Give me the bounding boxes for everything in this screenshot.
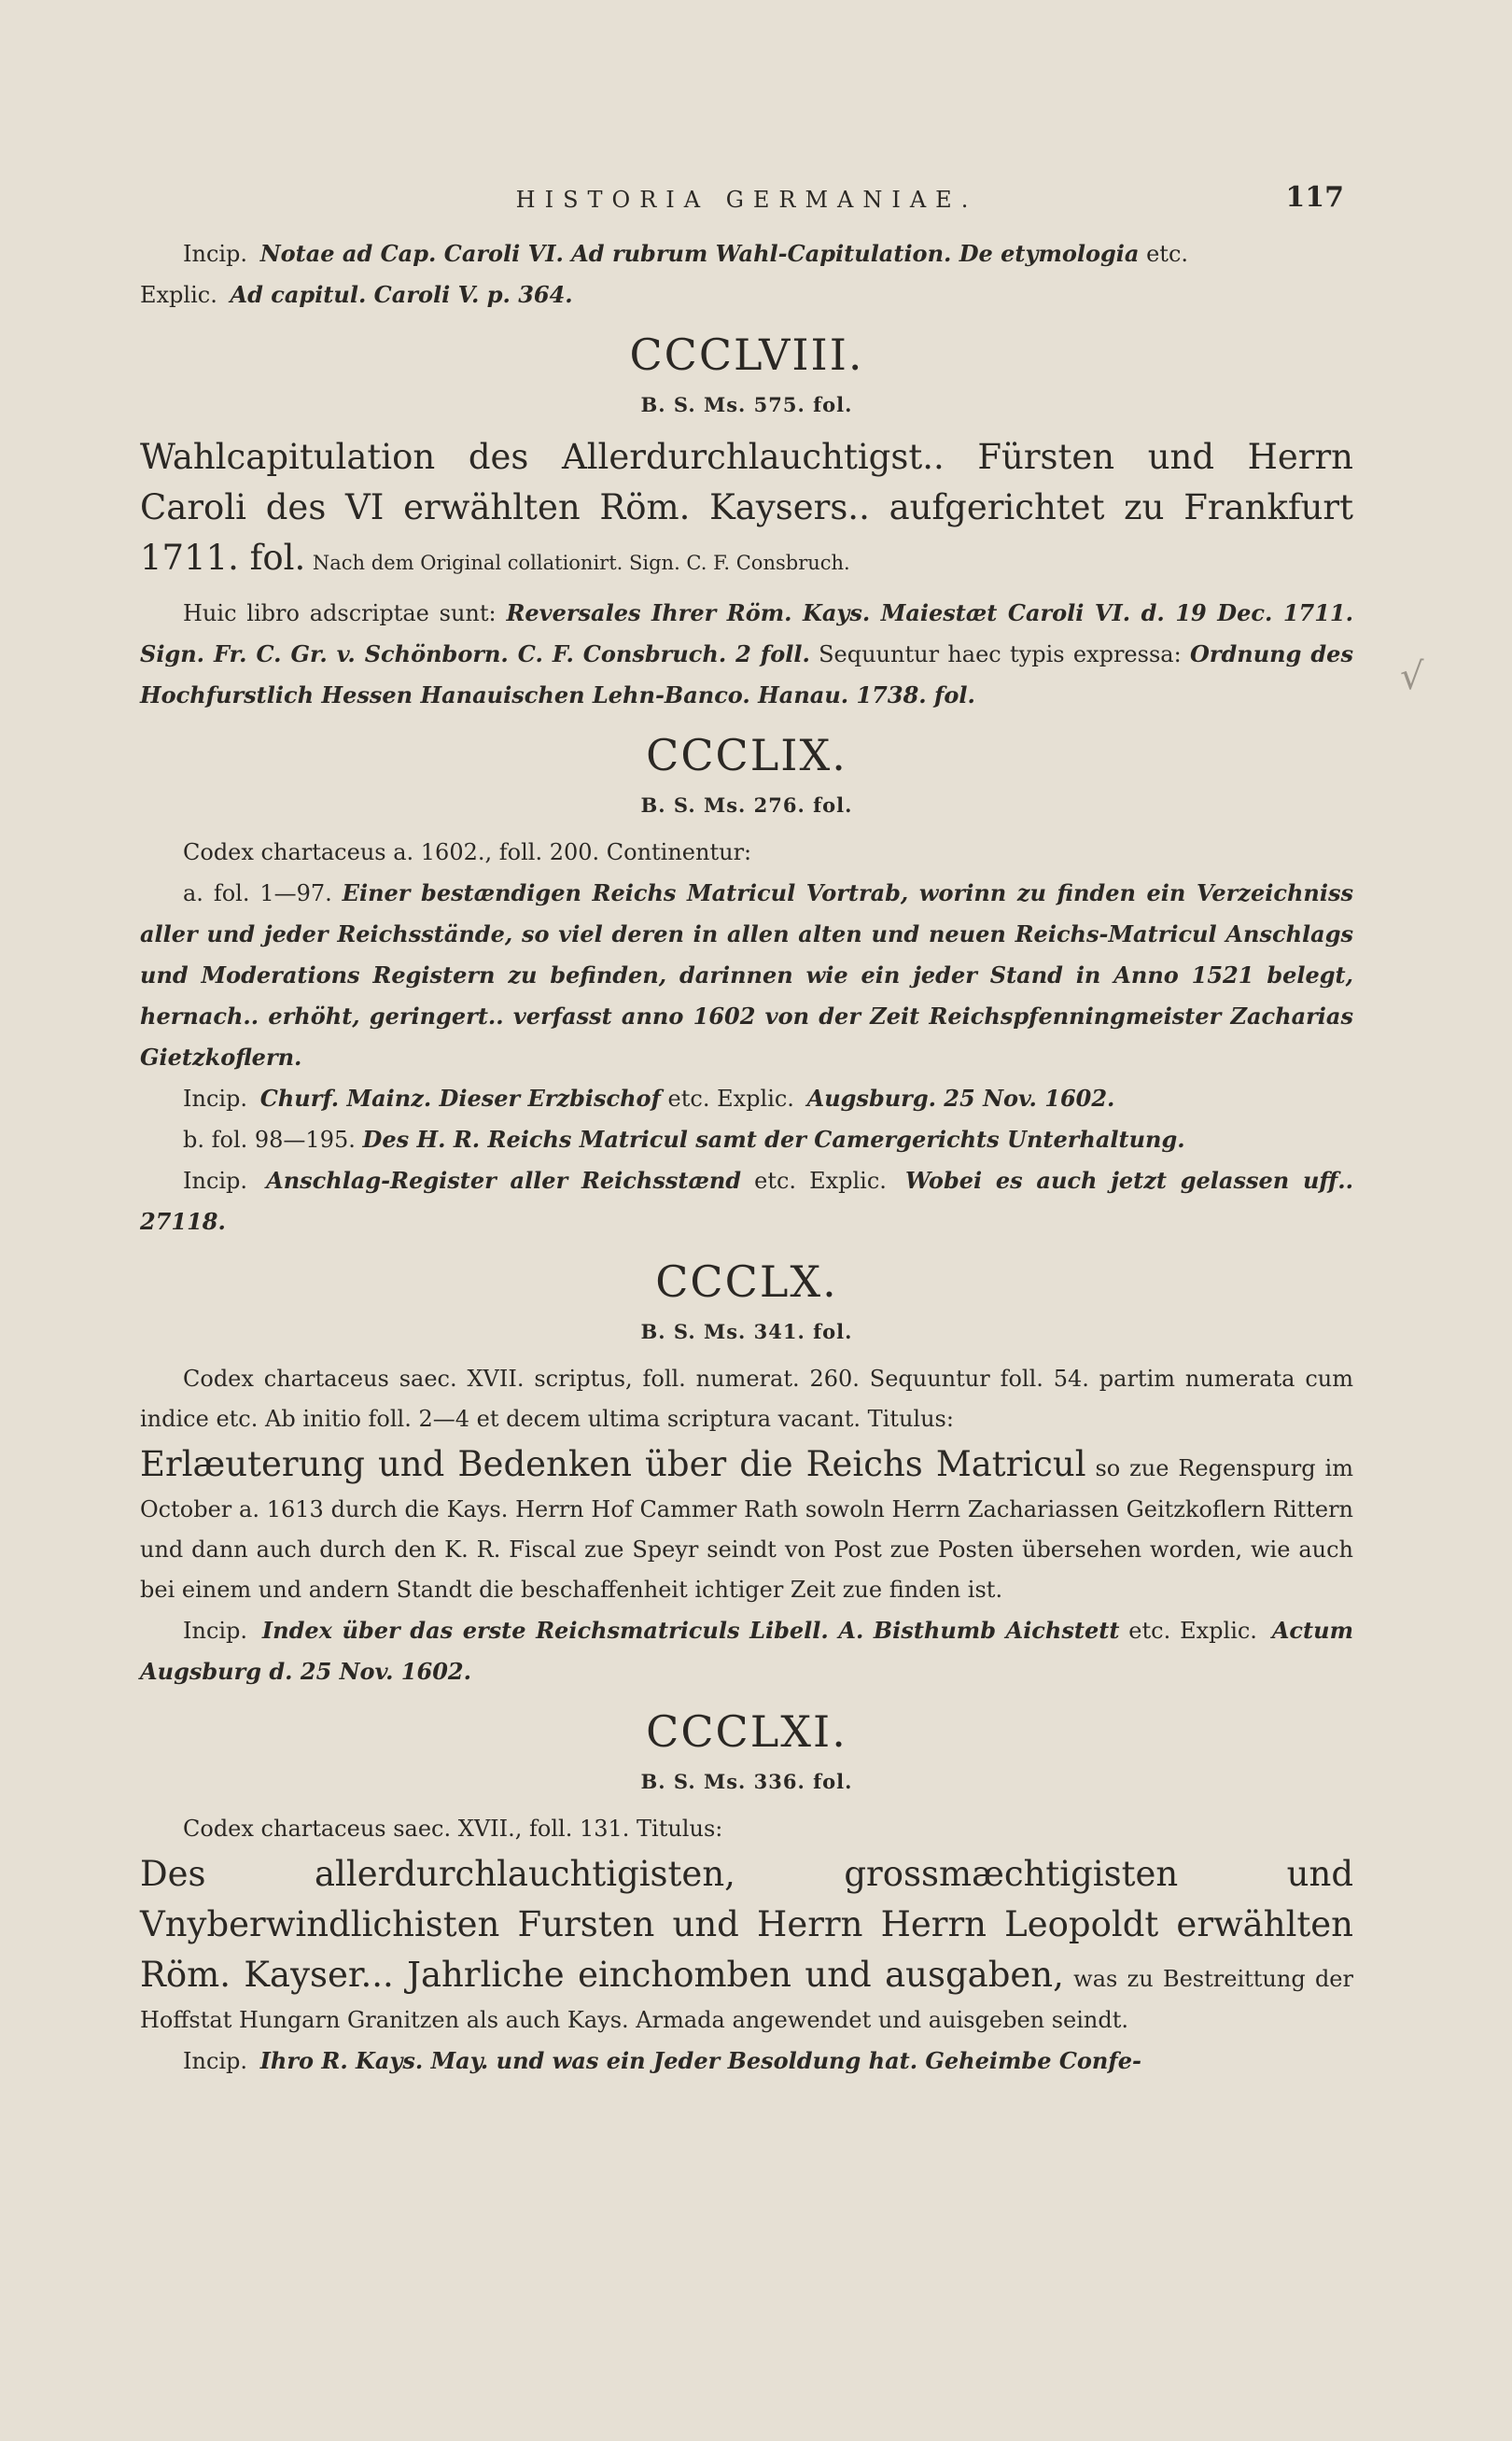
entry-number: CCCLVIII. xyxy=(629,330,864,380)
top-explic xyxy=(140,274,1353,316)
entry-title: Erlæuterung und Bedenken über die Reichs Matricul xyxy=(140,1444,1086,1484)
page-header xyxy=(140,181,1353,224)
explic-label: Explic. xyxy=(809,1168,887,1194)
entry-number: CCCLXI. xyxy=(646,1706,847,1757)
incip-text: Churf. Mainz. Dieser Erzbischof xyxy=(259,1085,661,1112)
incip-text: Ihro R. Kays. May. und was ein Jeder Besoldung hat. Geheimbe Confe- xyxy=(259,2047,1141,2074)
entry-intro: Codex chartaceus saec. XVII. scriptus, foll. numerat. 260. Sequuntur foll. 54. partim numerata cum indice etc. Ab initio foll. 2—4 et decem ultima scriptura vacant. Titulus: xyxy=(140,1366,1353,1432)
entry-intro: Codex chartaceus a. 1602., foll. 200. Continentur: xyxy=(183,839,752,865)
incip-etc: etc. xyxy=(754,1168,797,1194)
part-a-text: Einer bestændigen Reichs Matricul Vortrab, worinn zu finden ein Verzeichniss aller und jeder Reichsstände, so viel deren in allen alten und neuen Reichs-Matricul Anschlags und Moderations Registern zu befinden, darinnen wie ein jeder Stand in Anno 1521 belegt, hernach.. erhöht, geringert.. verfasst anno 1602 von der Zeit Reichspfenningmeister Zacharias Gietzkoflern. xyxy=(140,879,1353,1071)
explic-text: Actum Augsburg d. 25 Nov. 1602. xyxy=(140,1617,1353,1685)
margin-check-mark: √ xyxy=(1400,655,1424,698)
sequ-text: Ordnung des Hochfurstlich Hessen Hanauischen Lehn-Banco. Hanau. 1738. fol. xyxy=(140,640,1353,708)
incip-etc: etc. xyxy=(1128,1618,1171,1644)
entry-number: CCCLIX. xyxy=(646,730,847,780)
part-b xyxy=(140,1119,1353,1160)
incip-etc: etc. xyxy=(667,1086,710,1112)
page-number: 117 xyxy=(1285,181,1344,214)
entry-signature: B. S. Ms. 276. fol. xyxy=(640,793,853,817)
entry-incip xyxy=(140,1610,1353,1692)
part-a-label: a. fol. 1—97. xyxy=(183,880,332,906)
explic-text: Augsburg. 25 Nov. 1602. xyxy=(806,1085,1115,1112)
entry-title: Wahlcapitulation des Allerdurchlauchtigst.. Fürsten und Herrn Caroli des VI erwählten Röm. Kaysers.. aufgerichtet zu Frankfurt 1711. fol. xyxy=(140,437,1353,578)
explic-text: Wobei es auch jetzt gelassen uff.. 27118. xyxy=(140,1167,1353,1235)
incip-label: Incip. xyxy=(183,1618,248,1644)
page-body xyxy=(140,233,1353,2082)
entry-signature: B. S. Ms. 575. fol. xyxy=(640,393,853,416)
entry-title-block xyxy=(140,1439,1353,1610)
explic-label: Explic. xyxy=(717,1086,794,1112)
entry-title-rest: was zu Bestreittung der Hoffstat Hungarn Granitzen als auch Kays. Armada angewendet und auisgeben seindt. xyxy=(140,1966,1353,2033)
incip-text: Anschlag-Register aller Reichsstænd xyxy=(266,1167,742,1194)
explic-text: Ad capitul. Caroli V. p. 364. xyxy=(230,281,573,308)
entry-number: CCCLX. xyxy=(655,1256,838,1307)
entry-signature: B. S. Ms. 336. fol. xyxy=(640,1770,853,1793)
incip-label: Incip. xyxy=(183,1168,248,1194)
entry-title-block xyxy=(140,432,1353,583)
entry-signature: B. S. Ms. 341. fol. xyxy=(640,1320,853,1343)
incip-etc: etc. xyxy=(1146,241,1189,267)
entry-addenda xyxy=(140,593,1353,716)
top-incip xyxy=(140,233,1353,274)
running-title: HISTORIA GERMANIAE. xyxy=(515,187,978,213)
incip-text: Index über das erste Reichsmatriculs Libell. A. Bisthumb Aichstett xyxy=(261,1617,1120,1644)
incip-label: Incip. xyxy=(183,1086,248,1112)
entry-intro: Codex chartaceus saec. XVII., foll. 131. Titulus: xyxy=(183,1816,723,1842)
part-a-incip xyxy=(140,1078,1353,1119)
incip-label: Incip. xyxy=(183,2048,248,2074)
explic-label: Explic. xyxy=(140,282,217,308)
huic-text: Reversales Ihrer Röm. Kays. Maiestæt Caroli VI. d. 19 Dec. 1711. Sign. Fr. C. Gr. v. Schönborn. C. F. Consbruch. 2 foll. xyxy=(140,599,1353,667)
incip-text: Notae ad Cap. Caroli VI. Ad rubrum Wahl-Capitulation. De etymologia xyxy=(259,240,1140,267)
entry-title-rest: so zue Regenspurg im October a. 1613 durch die Kays. Herrn Hof Cammer Rath sowoln Herrn Zachariassen Geitzkoflern Rittern und dann auch durch den K. R. Fiscal zue Speyr seindt von Post zue Posten übersehen worden, wie auch bei einem und andern Standt die beschaffenheit ichtiger Zeit zue finden ist. xyxy=(140,1455,1353,1603)
huic-label: Huic libro adscriptae sunt: xyxy=(183,600,497,626)
entry-title: Des allerdurchlauchtigisten, grossmæchtigisten und Vnyberwindlichisten Fursten und Herrn Herrn Leopoldt erwählten Röm. Kayser... Jahrliche einchomben und ausgaben, xyxy=(140,1854,1353,1995)
sequ-label: Sequuntur haec typis expressa: xyxy=(819,641,1182,667)
incip-label: Incip. xyxy=(183,241,248,267)
entry-title-block xyxy=(140,1849,1353,2041)
entry-incip xyxy=(140,2041,1353,2082)
part-b-text: Des H. R. Reichs Matricul samt der Camergerichts Unterhaltung. xyxy=(362,1126,1185,1153)
part-b-label: b. fol. 98—195. xyxy=(183,1127,356,1153)
explic-label: Explic. xyxy=(1180,1618,1257,1644)
part-a xyxy=(140,873,1353,1078)
part-b-incip xyxy=(140,1160,1353,1242)
entry-note: Nach dem Original collationirt. Sign. C. F. Consbruch. xyxy=(312,552,850,574)
